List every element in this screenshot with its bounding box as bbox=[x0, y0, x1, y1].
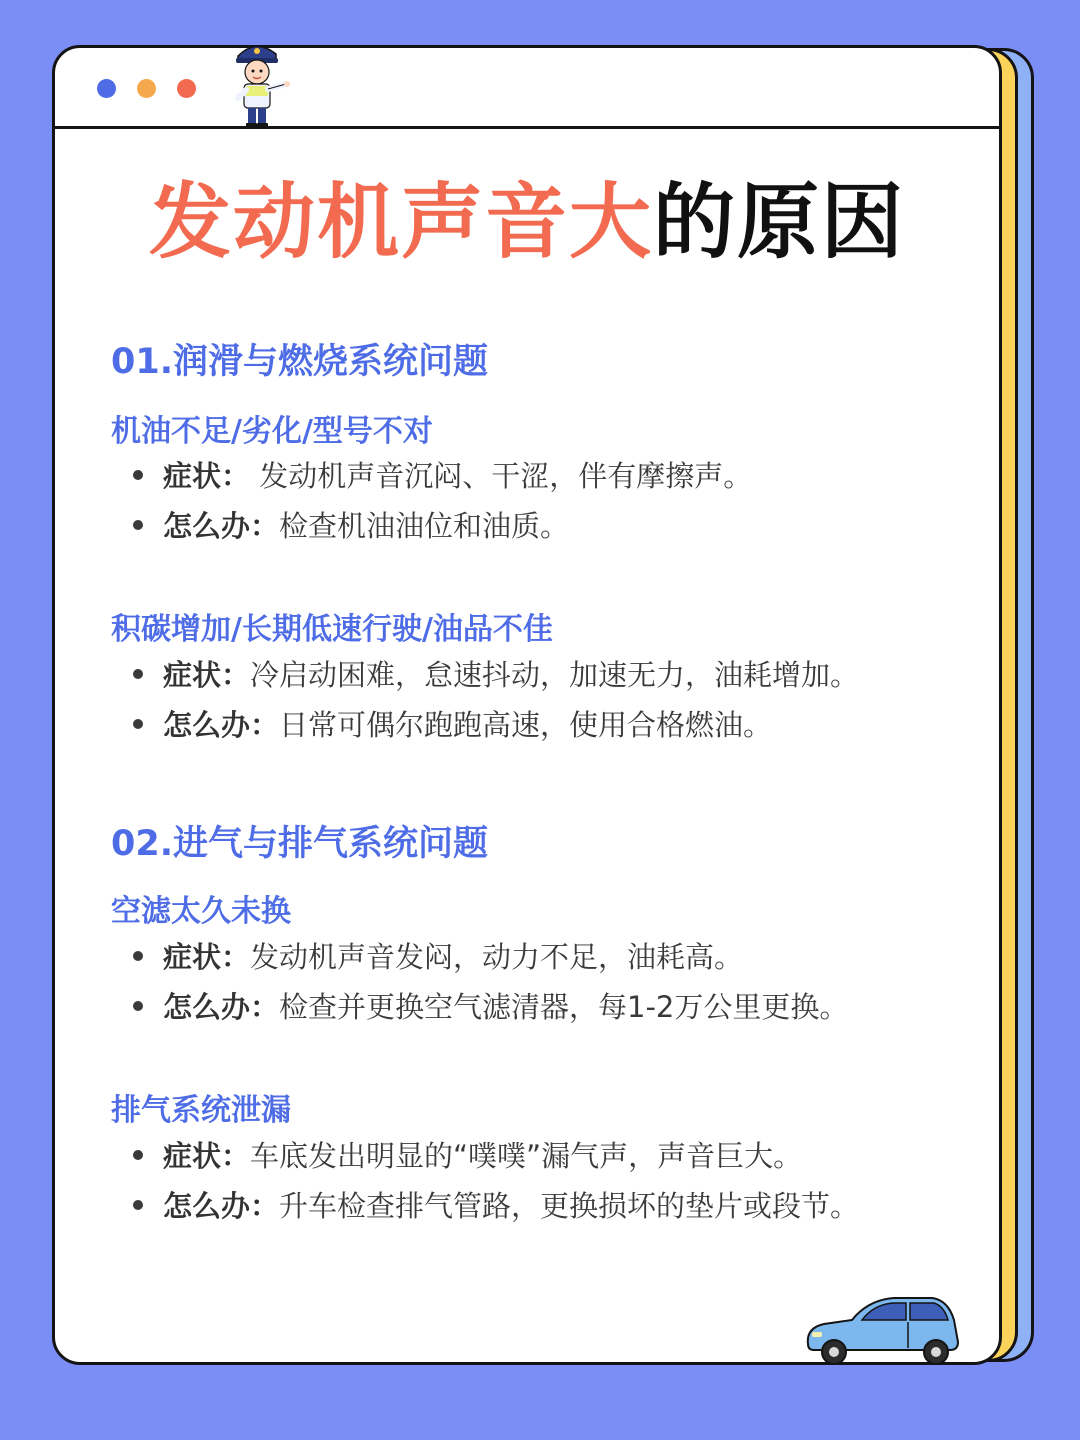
window-dot-red bbox=[177, 79, 196, 98]
car-icon bbox=[802, 1292, 964, 1368]
list-item: 怎么办：检查机油油位和油质。 bbox=[133, 504, 569, 545]
window-dot-orange bbox=[137, 79, 156, 98]
bullet-icon bbox=[133, 1001, 143, 1011]
bullet-icon bbox=[133, 719, 143, 729]
list-item: 怎么办：日常可偶尔跑跑高速，使用合格燃油。 bbox=[133, 703, 772, 744]
list-item: 症状：冷启动困难，怠速抖动，加速无力，油耗增加。 bbox=[133, 653, 859, 694]
subtitle-carbon: 积碳增加/长期低速行驶/油品不佳 bbox=[111, 612, 553, 647]
window-dot-blue bbox=[97, 79, 116, 98]
section-heading-2: 02.进气与排气系统问题 bbox=[111, 824, 489, 864]
bullet-icon bbox=[133, 520, 143, 530]
title-rest: 的原因 bbox=[653, 175, 906, 270]
bullet-icon bbox=[133, 470, 143, 480]
list-item: 症状：车底发出明显的“噗噗”漏气声，声音巨大。 bbox=[133, 1134, 802, 1175]
list-item: 症状： 发动机声音沉闷、干涩，伴有摩擦声。 bbox=[133, 454, 752, 495]
list-item: 症状：发动机声音发闷，动力不足，油耗高。 bbox=[133, 935, 743, 976]
section-heading-1: 01.润滑与燃烧系统问题 bbox=[111, 342, 489, 382]
subtitle-air-filter: 空滤太久未换 bbox=[111, 894, 291, 929]
bullet-icon bbox=[133, 1150, 143, 1160]
title-highlight: 发动机声音大 bbox=[148, 175, 653, 270]
list-item: 怎么办：升车检查排气管路，更换损坏的垫片或段节。 bbox=[133, 1184, 859, 1225]
page-title bbox=[55, 175, 999, 270]
bullet-icon bbox=[133, 1200, 143, 1210]
list-item: 怎么办：检查并更换空气滤清器，每1-2万公里更换。 bbox=[133, 985, 848, 1026]
subtitle-oil: 机油不足/劣化/型号不对 bbox=[111, 414, 433, 449]
traffic-officer-icon bbox=[222, 36, 294, 128]
window-header bbox=[55, 48, 999, 129]
bullet-icon bbox=[133, 669, 143, 679]
bullet-icon bbox=[133, 951, 143, 961]
subtitle-exhaust: 排气系统泄漏 bbox=[111, 1093, 291, 1128]
content-card bbox=[52, 45, 1002, 1365]
